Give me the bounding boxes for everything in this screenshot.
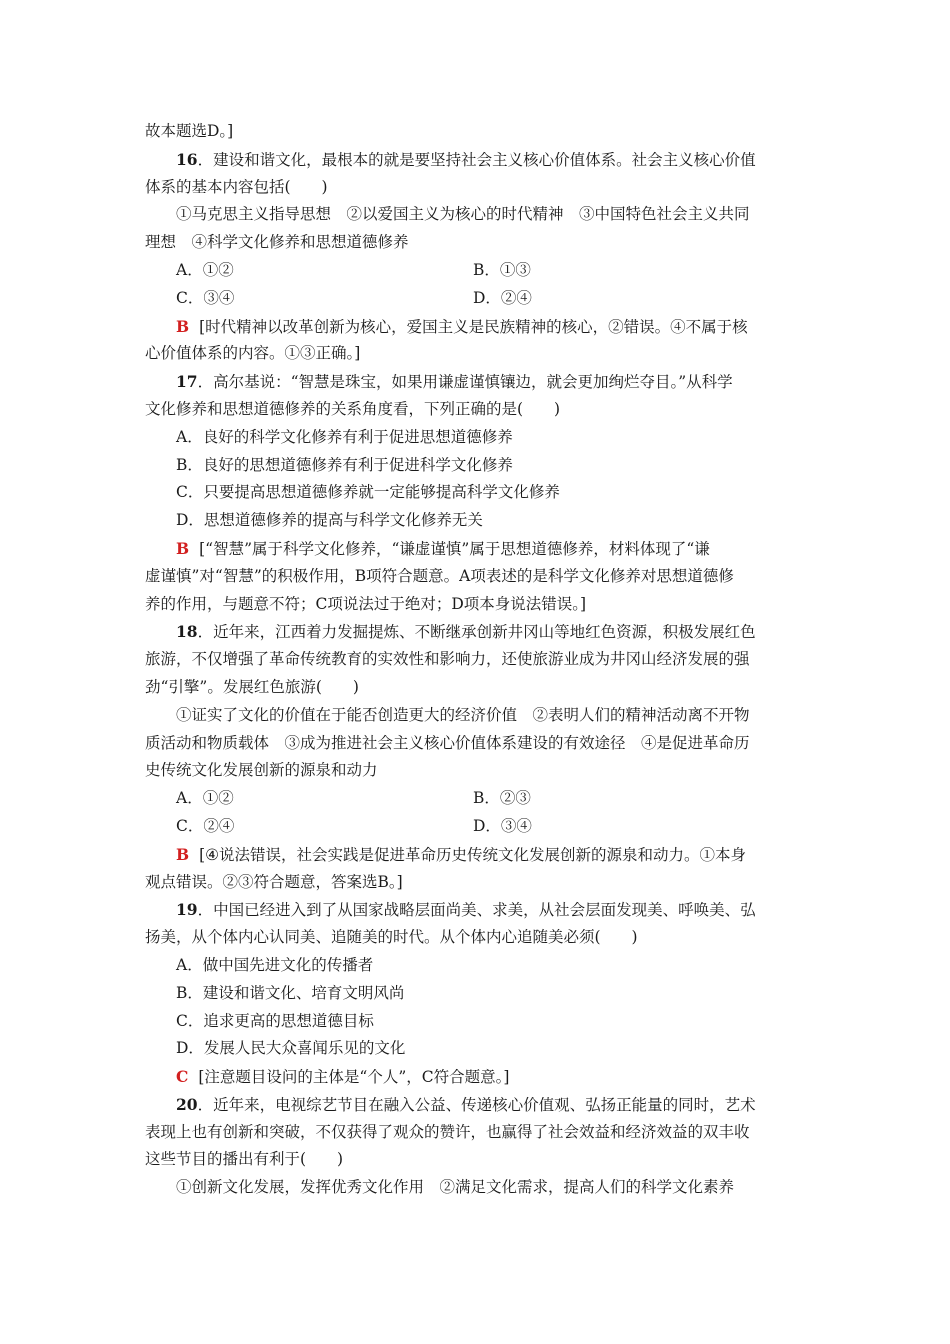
q18-answer: B bbox=[176, 844, 190, 864]
q20-stem-line-3: 这些节目的播出有利于( ) bbox=[145, 1150, 344, 1169]
q18-options-row-2 bbox=[145, 813, 809, 841]
q17-number: 17 bbox=[176, 372, 198, 392]
q20-items-line-1: ①创新文化发展，发挥优秀文化作用 ②满足文化需求，提高人们的科学文化素养 bbox=[176, 1178, 735, 1197]
q16-items-line-1: ①马克思主义指导思想 ②以爱国主义为核心的时代精神 ③中国特色社会主义共同 bbox=[176, 205, 750, 224]
q17-explanation-line-2: 虚谨慎”对“智慧”的积极作用，B项符合题意。A项表述的是科学文化修养对思想道德修 bbox=[145, 566, 734, 585]
q16-explanation-line-1: [时代精神以改革创新为核心，爱国主义是民族精神的核心，②错误。④不属于核 bbox=[199, 317, 748, 336]
q18-items-line-1: ①证实了文化的价值在于能否创造更大的经济价值 ②表明人们的精神活动离不开物 bbox=[176, 705, 750, 724]
q16-number: 16 bbox=[176, 149, 198, 169]
q18-option-b: B．②③ bbox=[473, 789, 531, 808]
q17-stem-line-2: 文化修养和思想道德修养的关系角度看，下列正确的是( ) bbox=[145, 399, 561, 418]
exam-page bbox=[145, 118, 809, 1202]
q16-stem-line-2: 体系的基本内容包括( ) bbox=[145, 177, 328, 196]
q18-explanation-line-2: 观点错误。②③符合题意，答案选B。] bbox=[145, 872, 403, 891]
q17-option-b: B．良好的思想道德修养有利于促进科学文化修养 bbox=[176, 455, 513, 474]
q18-explanation-line-1: [④说法错误，社会实践是促进革命历史传统文化发展创新的源泉和动力。①本身 bbox=[199, 845, 747, 864]
q16-answer: B bbox=[176, 316, 190, 336]
q17-explanation-line-1: [“智慧”属于科学文化修养，“谦虚谨慎”属于思想道德修养，材料体现了“谦 bbox=[199, 539, 710, 558]
q16-options-row-1 bbox=[145, 257, 809, 285]
q19-stem-line-2: 扬美，从个体内心认同美、追随美的时代。从个体内心追随美必须( ) bbox=[145, 928, 638, 947]
q18-option-a: A．①② bbox=[176, 789, 234, 808]
q18-items-line-2: 质活动和物质载体 ③成为推进社会主义核心价值体系建设的有效途径 ④是促进革命历 bbox=[145, 733, 750, 752]
q17-option-c: C．只要提高思想道德修养就一定能够提高科学文化修养 bbox=[176, 483, 560, 502]
q16-option-d: D．②④ bbox=[473, 288, 532, 307]
q19-answer: C bbox=[176, 1067, 189, 1087]
q17-explanation bbox=[145, 535, 809, 563]
q20-stem bbox=[145, 1091, 809, 1119]
q17-explanation-line-3: 养的作用，与题意不符；C项说法过于绝对；D项本身说法错误。] bbox=[145, 594, 587, 613]
q16-option-b: B．①③ bbox=[473, 260, 531, 279]
q19-explanation-line-1: [注意题目设问的主体是“个人”，C符合题意。] bbox=[198, 1068, 510, 1087]
q15-explanation-tail: 故本题选D。] bbox=[145, 122, 234, 140]
q19-option-c: C．追求更高的思想道德目标 bbox=[176, 1011, 374, 1030]
q19-option-d: D．发展人民大众喜闻乐见的文化 bbox=[176, 1039, 406, 1058]
q18-option-d: D．③④ bbox=[473, 816, 532, 835]
q17-stem-line-1: ．高尔基说：“智慧是珠宝，如果用谦虚谨慎镶边，就会更加绚烂夺目。”从科学 bbox=[197, 373, 733, 392]
q18-option-c: C．②④ bbox=[176, 816, 235, 835]
q16-option-a: A．①② bbox=[176, 260, 234, 279]
q17-option-a: A．良好的科学文化修养有利于促进思想道德修养 bbox=[176, 427, 513, 446]
q19-option-b: B．建设和谐文化、培育文明风尚 bbox=[176, 983, 405, 1002]
q16-option-c: C．③④ bbox=[176, 288, 235, 307]
q17-answer: B bbox=[176, 538, 190, 558]
q19-option-a: A．做中国先进文化的传播者 bbox=[176, 955, 374, 974]
q16-items-line-2: 理想 ④科学文化修养和思想道德修养 bbox=[145, 233, 409, 252]
q19-stem-line-1: ．中国已经进入到了从国家战略层面尚美、求美，从社会层面发现美、呼唤美、弘 bbox=[197, 901, 756, 920]
q18-number: 18 bbox=[176, 622, 198, 642]
q18-stem bbox=[145, 618, 809, 646]
q18-stem-line-1: ．近年来，江西着力发掘提炼、不断继承创新井冈山等地红色资源，积极发展红色 bbox=[197, 623, 756, 642]
q19-explanation bbox=[145, 1063, 809, 1091]
q19-stem bbox=[145, 896, 809, 924]
q17-option-d: D．思想道德修养的提高与科学文化修养无关 bbox=[176, 511, 483, 530]
q16-explanation bbox=[145, 313, 809, 341]
q20-number: 20 bbox=[176, 1094, 198, 1114]
q18-stem-line-2: 旅游，不仅增强了革命传统教育的实效性和影响力，还使旅游业成为井冈山经济发展的强 bbox=[145, 650, 750, 669]
q18-explanation bbox=[145, 841, 809, 869]
q19-number: 19 bbox=[176, 900, 198, 920]
q18-stem-line-3: 劲“引擎”。发展红色旅游( ) bbox=[145, 677, 359, 696]
q20-stem-line-2: 表现上也有创新和突破，不仅获得了观众的赞许，也赢得了社会效益和经济效益的双丰收 bbox=[145, 1122, 750, 1141]
q18-options-row-1 bbox=[145, 785, 809, 813]
q16-options-row-2 bbox=[145, 285, 809, 313]
q17-stem bbox=[145, 368, 809, 396]
q18-items-line-3: 史传统文化发展创新的源泉和动力 bbox=[145, 761, 378, 780]
q16-explanation-line-2: 心价值体系的内容。①③正确。] bbox=[145, 344, 361, 363]
q20-stem-line-1: ．近年来，电视综艺节目在融入公益、传递核心价值观、弘扬正能量的同时，艺术 bbox=[197, 1095, 756, 1114]
q16-stem-line-1: ．建设和谐文化，最根本的就是要坚持社会主义核心价值体系。社会主义核心价值 bbox=[197, 150, 756, 169]
q16-stem bbox=[145, 146, 809, 174]
